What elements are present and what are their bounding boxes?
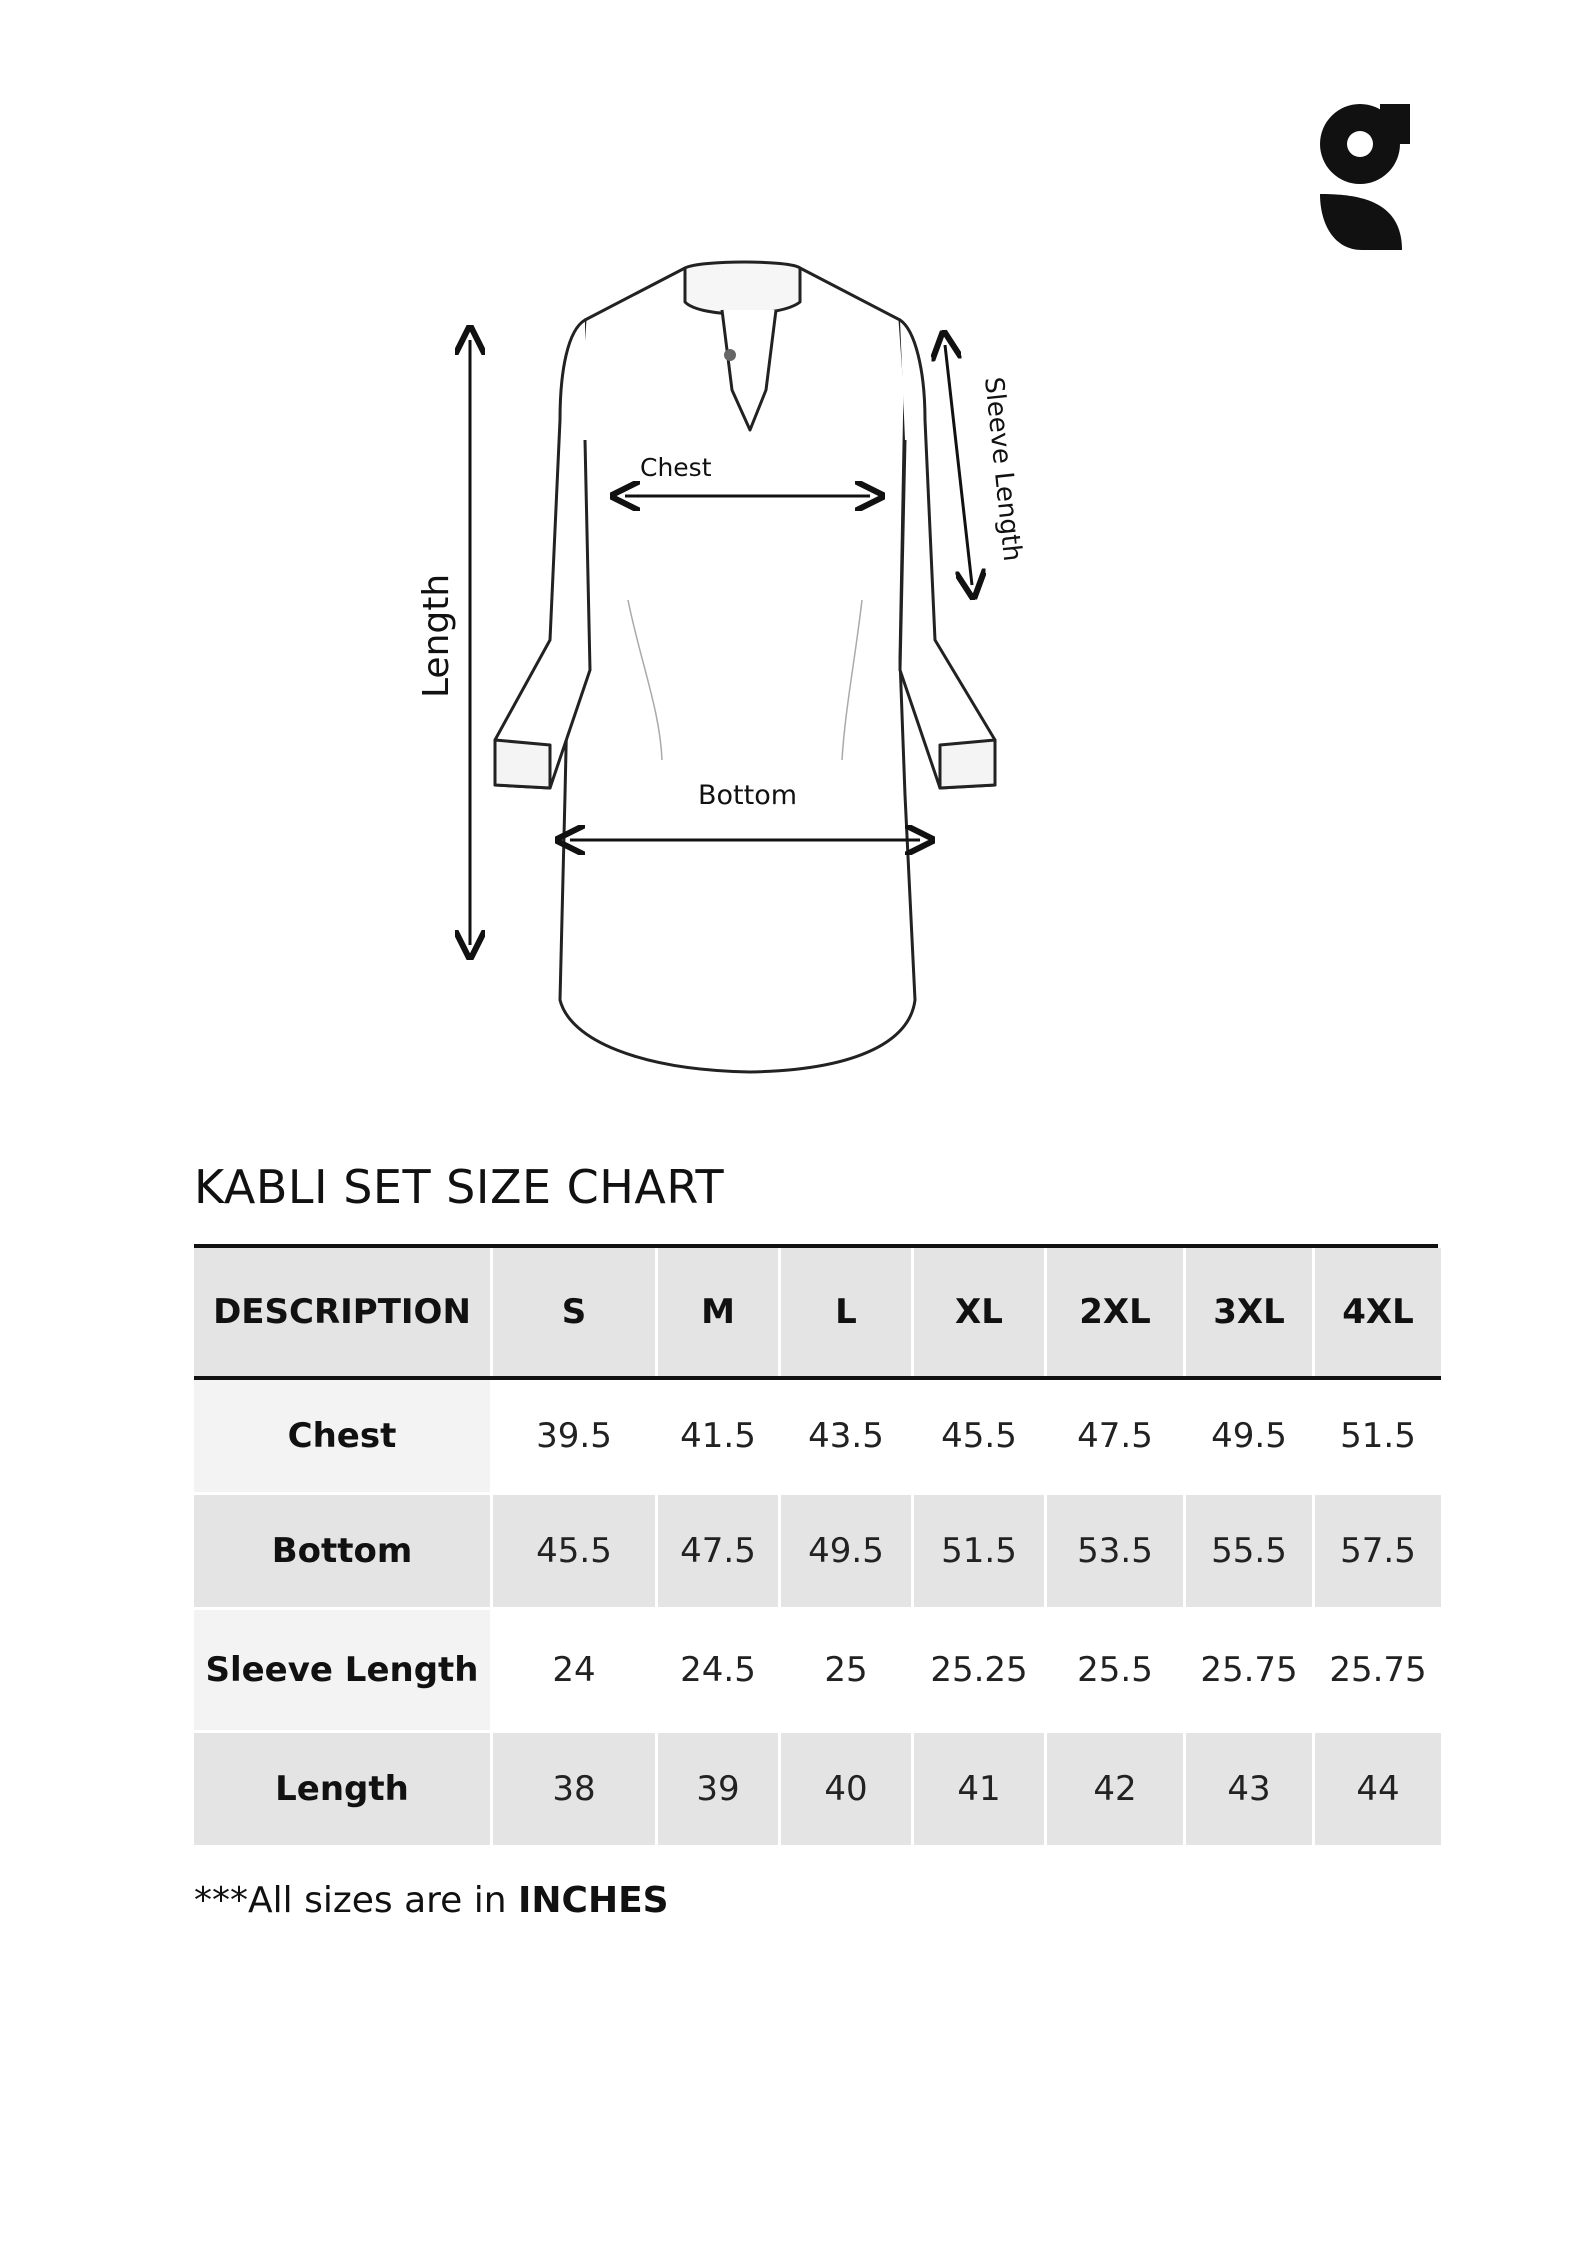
table-cell: 38 xyxy=(493,1733,655,1848)
table-cell: 47.5 xyxy=(1047,1380,1183,1495)
g-logo-icon xyxy=(1318,100,1410,250)
header-size-m: M xyxy=(658,1248,778,1376)
table-cell: 39 xyxy=(658,1733,778,1848)
table-cell: 49.5 xyxy=(1186,1380,1312,1495)
sleeve-length-label: Sleeve Length xyxy=(978,375,1028,563)
table-cell: 25.5 xyxy=(1047,1610,1183,1733)
table-cell: 25.75 xyxy=(1315,1610,1441,1733)
header-size-s: S xyxy=(493,1248,655,1376)
table-cell: 45.5 xyxy=(914,1380,1044,1495)
header-size-l: L xyxy=(781,1248,911,1376)
table-row-length xyxy=(194,1733,1441,1848)
row-label: Chest xyxy=(194,1380,490,1495)
table-cell: 45.5 xyxy=(493,1495,655,1610)
header-size-4xl: 4XL xyxy=(1315,1248,1441,1376)
table-cell: 40 xyxy=(781,1733,911,1848)
header-size-3xl: 3XL xyxy=(1186,1248,1312,1376)
table-header-row xyxy=(194,1248,1441,1376)
table-cell: 51.5 xyxy=(1315,1380,1441,1495)
table-cell: 43 xyxy=(1186,1733,1312,1848)
table-cell: 55.5 xyxy=(1186,1495,1312,1610)
table-cell: 49.5 xyxy=(781,1495,911,1610)
table-cell: 25.75 xyxy=(1186,1610,1312,1733)
table-row-bottom xyxy=(194,1495,1441,1610)
table-cell: 39.5 xyxy=(493,1380,655,1495)
table-cell: 44 xyxy=(1315,1733,1441,1848)
row-label: Bottom xyxy=(194,1495,490,1610)
table-cell: 51.5 xyxy=(914,1495,1044,1610)
units-note xyxy=(194,1880,669,1921)
units-note-emphasis: INCHES xyxy=(518,1880,669,1921)
units-note-prefix: ***All sizes are in xyxy=(194,1880,518,1921)
header-size-2xl: 2XL xyxy=(1047,1248,1183,1376)
table-cell: 25.25 xyxy=(914,1610,1044,1733)
table-cell: 47.5 xyxy=(658,1495,778,1610)
bottom-label: Bottom xyxy=(698,780,798,811)
page-title: KABLI SET SIZE CHART xyxy=(194,1160,725,1214)
table-cell: 43.5 xyxy=(781,1380,911,1495)
row-label: Sleeve Length xyxy=(194,1610,490,1733)
length-label: Length xyxy=(416,573,457,698)
table-cell: 25 xyxy=(781,1610,911,1733)
table-cell: 24.5 xyxy=(658,1610,778,1733)
garment-diagram xyxy=(400,240,1100,1090)
header-size-xl: XL xyxy=(914,1248,1044,1376)
header-description: DESCRIPTION xyxy=(194,1248,490,1376)
size-chart-table xyxy=(194,1244,1438,1848)
table-cell: 41.5 xyxy=(658,1380,778,1495)
row-label: Length xyxy=(194,1733,490,1848)
table-cell: 53.5 xyxy=(1047,1495,1183,1610)
table-row-sleeve-length xyxy=(194,1610,1441,1733)
chest-label: Chest xyxy=(640,453,712,482)
table-cell: 24 xyxy=(493,1610,655,1733)
table-row-chest xyxy=(194,1380,1441,1495)
table-cell: 41 xyxy=(914,1733,1044,1848)
table-cell: 42 xyxy=(1047,1733,1183,1848)
table-cell: 57.5 xyxy=(1315,1495,1441,1610)
